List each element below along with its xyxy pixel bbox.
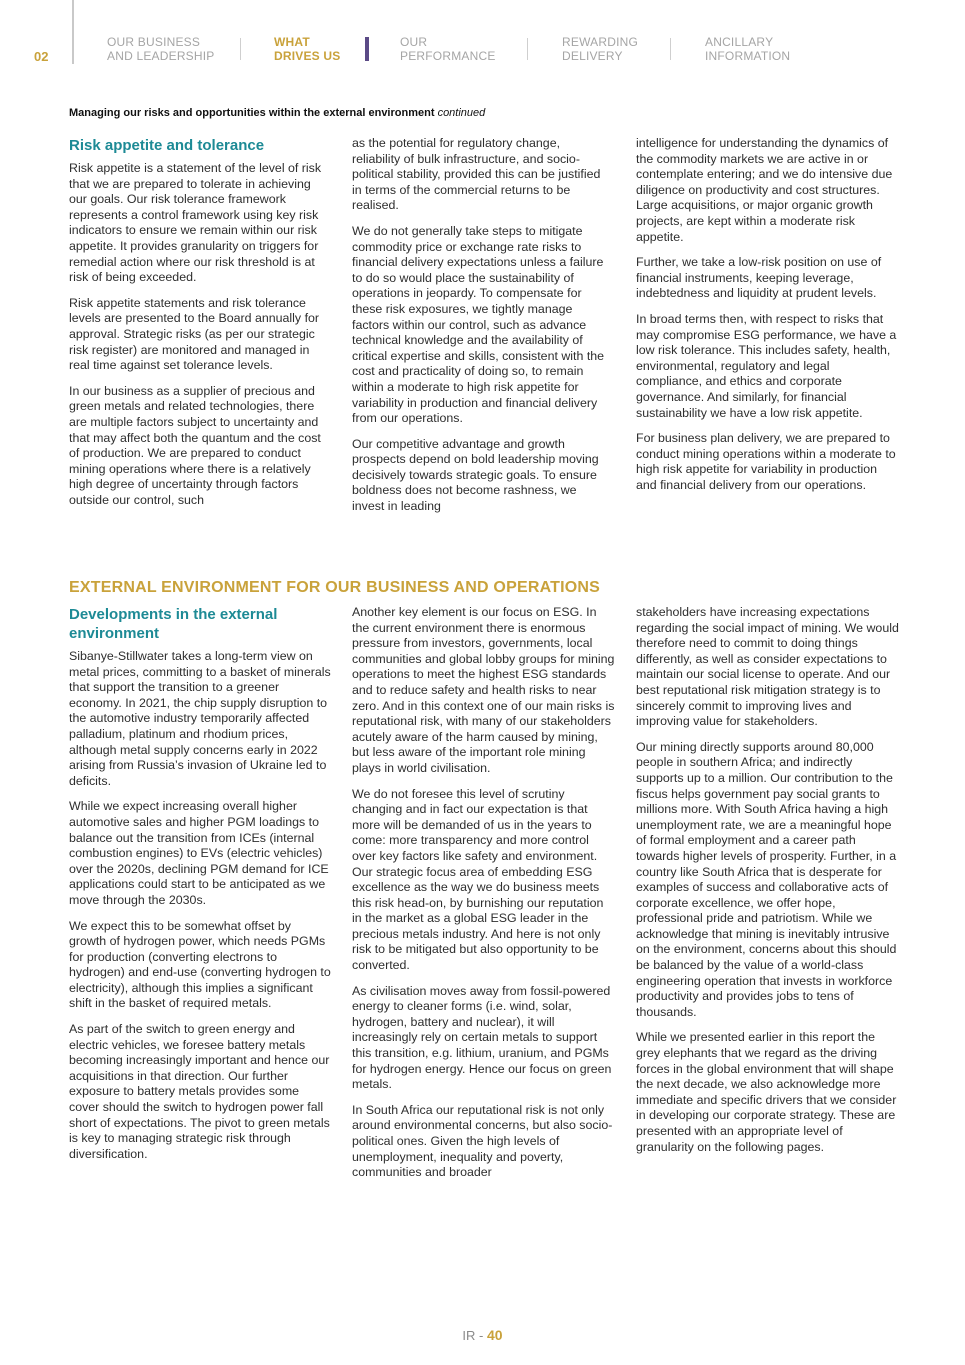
paragraph: Further, we take a low-risk position on use of financial instruments, keeping leverage, indebtedness and liquidity at prudent levels. [636,255,882,301]
nav-item-line: AND LEADERSHIP [107,49,215,63]
paragraph: While we presented earlier in this report the grey elephants that we regard as the driving forces in the global environment that will shape the next decade, we also acknowledge more immediate and specific drivers that we consider in developing our corporate strategy. These are presented with an appropriate level of granularity on the following pages. [636,1030,897,1154]
nav-item-line: DRIVES US [274,49,341,63]
nav-item-line: ANCILLARY [705,35,774,49]
header-divider [72,0,74,64]
nav-item-ancillary-information[interactable] [705,35,790,63]
developments-heading: Developments in the external environment [69,606,278,642]
paragraph: While we expect increasing overall higher automotive sales and higher PGM loadings to balance out the transition from ICEs (internal combustion engines) to EVs (electric vehicles) over the 2020s, declining PGM demand for ICE applications could start to be anticipated as we move through the 2030s. [69,799,329,907]
paragraph: intelligence for understanding the dynamics of the commodity markets we are active in or contemplate entering; and we do intensive due diligence on productivity and cost structures. Large acquisitions, or major organic growth projects, are kept within a moderate risk appetite. [636,136,893,244]
nav-item-line: INFORMATION [705,49,791,63]
nav-item-line: WHAT [274,35,310,49]
risk-appetite-column-1 [69,136,331,518]
paragraph: Risk appetite is a statement of the level of risk that we are prepared to tolerate in achieving our goals. Our risk tolerance framework represents a control framework using key risk indicators to ensure we remain within our risk appetite. It provides granularity on triggers for remedial action where our risk threshold is at risk of being exceeded. [69,161,322,285]
paragraph: In our business as a supplier of precious and green metals and related technologies, there are multiple factors subject to uncertainty and that may affect both the quantum and the cost of production. We are prepared to conduct mining operations where there is a relatively high degree of uncertainty through factors outside our control, such [69,383,321,507]
nav-item-our-performance[interactable] [400,35,496,63]
paragraph: Sibanye-Stillwater takes a long-term view on metal prices, committing to a basket of minerals that support the transition to a greener economy. In 2021, the chip supply disruption to the automotive industry temporarily affected palladium, platinum and rhodium prices, although metal supply concerns early in 2022 arising from Russia’s invasion of Ukraine led to deficits. [69,649,331,788]
paragraph: Our competitive advantage and growth prospects depend on bold leadership moving decisively towards strategic goals. To ensure boldness does not become rashness, we invest in leading [352,436,599,514]
subtitle-main: Managing our risks and opportunities within the external environment [69,107,435,119]
risk-appetite-column-3 [636,136,898,503]
paragraph: In South Africa our reputational risk is not only around environmental concerns, but also socio-political ones. Given the high levels of unemployment, inequality and poverty, communities and broader [352,1102,613,1180]
paragraph: Our mining directly supports around 80,000 people in southern Africa; and indirectly supports up to a million. Our contribution to the fiscus helps government pay social grants to millions more. With South Africa having a high unemployment rate, we are a meaningful hope of formal employment and a career path towards higher levels of prosperity. Further, in a country like South Africa that is desperate for examples of success and collaborative acts of corporate excellence, we offer hope, professional pride and patriotism. While we acknowledge that mining is inevitably intrusive on the environment, concerns about this should be balanced by the value of a world-class engineering operation that invests in workforce productivity and provides jobs to tens of thousands. [636,739,897,1019]
section-number: 02 [34,49,49,64]
risk-appetite-heading: Risk appetite and tolerance [69,137,265,154]
page-number: 40 [487,1327,503,1343]
paragraph: We expect this to be somewhat offset by growth of hydrogen power, which needs PGMs for production (converting electrons to hydrogen) and end-use (converting hydrogen to electricity), although this implies a significant shift in the basket of required metals. [69,918,331,1011]
paragraph: We do not generally take steps to mitigate commodity price or exchange rate risks to financial delivery expectations unless a failure to do so would place the sustainability of operations in jeopardy. To compensate for these risk exposures, we tightly manage factors within our control, such as advance technical knowledge and the availability of critical expertise and skills, consistent with the cost and practicality of doing so, to remain within a moderate to high risk appetite for variability in production and financial delivery from our operations. [352,223,605,426]
subtitle-continued: continued [437,107,486,119]
paragraph: We do not foresee this level of scrutiny changing and in fact our expectation is that more will be demanded of us in the years to come: more transparency and more control over key factors like safety and environment. Our strategic focus area of embedding ESG excellence as the way we do business meets this risk head-on, by burnishing our reputation in the market as a global ESG leader in the precious metals industry. And here is not only risk to be mitigated but also opportunity to be converted. [352,786,604,973]
paragraph: stakeholders have increasing expectations regarding the social impact of mining. We would therefore need to commit to doing things differently, as well as consider expectations to maintain our social license to operate. And our best reputational risk mitigation strategy is to sincerely commit to improving lives and improving value for stakeholders. [636,605,899,729]
nav-separator [240,38,241,60]
paragraph: For business plan delivery, we are prepared to conduct mining operations within a moderate to high risk appetite for variability in production and financial delivery from our operations. [636,431,896,492]
nav-item-line: REWARDING [562,35,639,49]
nav-active-marker [365,37,369,61]
nav-item-line: OUR [400,35,428,49]
nav-item-line: PERFORMANCE [400,49,496,63]
nav-item-line: DELIVERY [562,49,623,63]
nav-item-line: OUR BUSINESS [107,35,201,49]
external-environment-column-2 [352,605,616,1191]
paragraph: Another key element is our focus on ESG. In the current environment there is enormous pressure from investors, governments, local communities and global lobby groups for mining operations to meet the highest ESG standards and to reduce safety and health risks to near zero. And in this context one of our main risks is reputational risk, with many of our stakeholders acutely aware of the harm caused by mining, but less aware of the important role mining plays in world civilisation. [352,605,615,775]
nav-separator [670,38,671,60]
external-environment-heading: EXTERNAL ENVIRONMENT FOR OUR BUSINESS AND OPERATIONS [69,579,601,596]
risk-appetite-column-2 [352,136,610,525]
page-footer [0,1327,965,1343]
paragraph: In broad terms then, with respect to risks that may compromise ESG performance, we have a low risk tolerance. This includes safety, health, environmental, regulatory and legal compliance, and ethics and corporate governance. And similarly, for financial sustainability we have a low risk appetite. [636,311,897,420]
nav-item-our-business[interactable] [107,35,215,63]
page-subtitle [69,107,485,119]
top-navigation [0,0,965,80]
paragraph: as the potential for regulatory change, reliability of bulk infrastructure, and socio-political stability, provided this can be justified in terms of the commercial returns to be realised. [352,136,601,213]
nav-item-rewarding-delivery[interactable] [562,35,638,63]
paragraph: Risk appetite statements and risk tolerance levels are presented to the Board annually for approval. Strategic risks (as per our strategic risk register) are monitored and managed in real time against set tolerance levels. [69,295,320,373]
nav-item-what-drives-us[interactable] [274,35,340,63]
external-environment-column-3 [636,605,900,1165]
footer-prefix: IR - [462,1328,484,1343]
paragraph: As part of the switch to green energy and electric vehicles, we foresee battery metals becoming increasingly important and hence our acquisitions in that direction. Our further exposure to battery metals provides some cover should the switch to hydrogen power fall short of expectations. The pivot to green metals is key to managing strategic risk through diversification. [69,1022,330,1161]
nav-separator [527,38,528,60]
paragraph: As civilisation moves away from fossil-powered energy to cleaner forms (i.e. wind, solar, hydrogen, battery and nuclear), it will increasingly rely on certain metals to support this transition, e.g. lithium, uranium, and PGMs for hydrogen energy. Hence our focus on green metals. [352,983,612,1092]
external-environment-column-1 [69,605,331,1172]
